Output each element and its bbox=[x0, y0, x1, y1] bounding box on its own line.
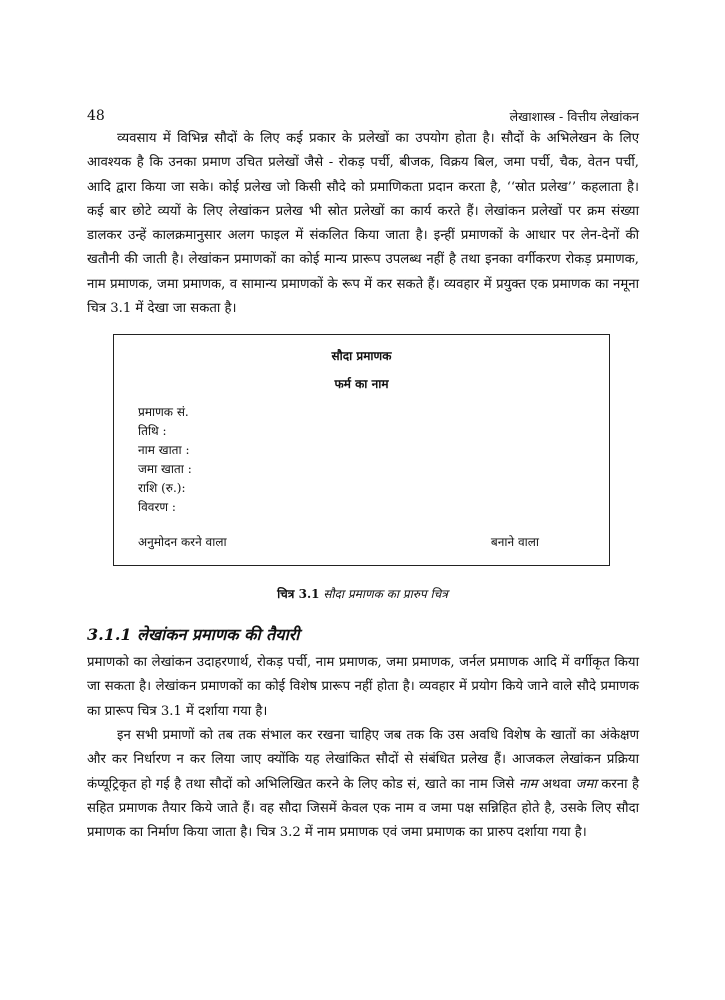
figure-label: चित्र 3.1 bbox=[277, 587, 320, 601]
running-header: लेखाशास्त्र - वित्तीय लेखांकन bbox=[509, 109, 639, 124]
voucher-approver-label: अनुमोदन करने वाला bbox=[138, 535, 227, 549]
voucher-field-credit-account: जमा खाता : bbox=[138, 462, 192, 476]
page-number: 48 bbox=[87, 108, 105, 124]
transaction-voucher-form bbox=[113, 334, 610, 566]
voucher-title: सौदा प्रमाणक bbox=[331, 349, 392, 363]
emphasis-credit: जमा bbox=[575, 776, 597, 792]
emphasis-debit: नाम bbox=[518, 776, 538, 792]
figure-caption-text: सौदा प्रमाणक का प्रारुप चित्र bbox=[323, 587, 448, 601]
voucher-field-amount: राशि (रु.): bbox=[138, 481, 186, 495]
voucher-maker-label: बनाने वाला bbox=[490, 535, 539, 549]
voucher-field-description: विवरण : bbox=[138, 500, 176, 514]
voucher-field-number: प्रमाणक सं. bbox=[138, 405, 189, 419]
voucher-field-date: तिथि : bbox=[138, 424, 167, 438]
figure-caption bbox=[0, 585, 725, 602]
voucher-firm-name: फर्म का नाम bbox=[334, 377, 389, 391]
section-heading: 3.1.1 लेखांकन प्रमाणक की तैयारी bbox=[87, 625, 300, 644]
paragraph-text: इन सभी प्रमाणों को तब तक संभाल कर रखना चाहिए जब तक कि उस अवधि विशेष के खातों का अंकेक्षण और कर निर्धारण न कर लिया जाए क्योंकि यह लेखांकित सौदों से संबंधित प्रलेख हैं। आजकल लेखांकन प्रक्रिया कंप्यूट्रिकृत हो गई है तथा सौदों को अभिलिखित करने के लिए कोड सं, खाते का नाम जिसे bbox=[87, 728, 639, 792]
paragraph-text: अथवा bbox=[537, 776, 576, 792]
paragraph-voucher-preparation bbox=[87, 724, 639, 845]
paragraph-intro: व्यवसाय में विभिन्न सौदों के लिए कई प्रकार के प्रलेखों का उपयोग होता है। सौदों के अभिलेखन के लिए आवश्यक है कि उनका प्रमाण उचित प्रलेखों जैसे - रोकड़ पर्ची, बीजक, विक्रय बिल, जमा पर्ची, चैक, वेतन पर्ची, आदि द्वारा किया जा सके। कोई प्रलेख जो किसी सौदे को प्रमाणिकता प्रदान करता है, ‘‘स्रोत प्रलेख’’ कहलाता है। कई बार छोटे व्ययों के लिए लेखांकन प्रलेख भी स्रोत प्रलेखों का कार्य करते हैं। लेखांकन प्रलेखों पर क्रम संख्या डालकर उन्हें कालक्रमानुसार अलग फाइल में संकलित किया जाता है। इन्हीं प्रमाणकों के आधार पर लेन-देनों की खतौनी की जाती है। लेखांकन प्रमाणकों का कोई मान्य प्रारूप उपलब्ध नहीं है तथा इनका वर्गीकरण रोकड़ प्रमाणक, नाम प्रमाणक, जमा प्रमाणक, व सामान्य प्रमाणकों के रूप में कर सकते हैं। व्यवहार में प्रयुक्त एक प्रमाणक का नमूना चित्र 3.1 में देखा जा सकता है। bbox=[87, 131, 639, 317]
paragraph-text: करना है सहित प्रमाणक तैयार किये जाते हैं। वह सौदा जिसमें केवल एक नाम व जमा पक्ष सन्निहित होते है, उसके लिए सौदा प्रमाणक का निर्माण किया जाता है। चित्र 3.2 में नाम प्रमाणक एवं जमा प्रमाणक का प्रारुप दर्शाया गया है। bbox=[87, 776, 639, 841]
paragraph-voucher-types: प्रमाणको का लेखांकन उदाहरणार्थ, रोकड़ पर्ची, नाम प्रमाणक, जमा प्रमाणक, जर्नल प्रमाणक आदि में वर्गीकृत किया जा सकता है। लेखांकन प्रमाणकों का कोई विशेष प्रारूप नहीं होता है। व्यवहार में प्रयोग किये जाने वाले सौदे प्रमाणक का प्रारूप चित्र 3.1 में दर्शाया गया है। bbox=[87, 655, 639, 719]
voucher-field-debit-account: नाम खाता : bbox=[138, 443, 190, 457]
